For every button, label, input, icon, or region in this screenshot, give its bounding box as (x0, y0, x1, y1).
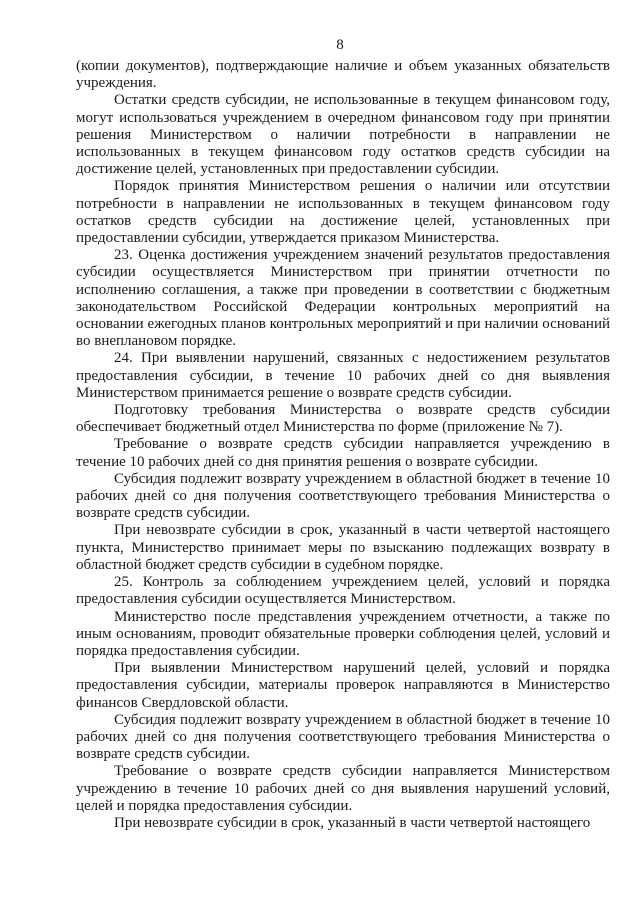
paragraph-non-refund-measures: При невозврате субсидии в срок, указанный в части четвертой настоящего пункта, Министерство принимает меры по взысканию подлежащих возврату в областной бюджет средств субсидии в судебном порядке. (76, 522, 610, 573)
paragraph-item-23: 23. Оценка достижения учреждением значений результатов предоставления субсидии осуществляется Министерством при принятии отчетности по исполнению соглашения, а также при проведении в соответствии с бюджетным законодательством Российской Федерации контрольных мероприятий на основании ежегодных планов контрольных мероприятий и при наличии оснований во внеплановом порядке. (76, 247, 610, 350)
paragraph-violations-materials: При выявлении Министерством нарушений целей, условий и порядка предоставления субсидии, материалы проверок направляются в Министерство финансов Свердловской области. (76, 660, 610, 711)
paragraph-demand-sending: Требование о возврате средств субсидии направляется учреждению в течение 10 рабочих дней со дня принятия решения о возврате субсидии. (76, 436, 610, 470)
page-number: 8 (336, 37, 344, 53)
paragraph-item-25: 25. Контроль за соблюдением учреждением целей, условий и порядка предоставления субсидии осуществляется Министерством. (76, 574, 610, 608)
paragraph-refund-obligation: Субсидия подлежит возврату учреждением в областной бюджет в течение 10 рабочих дней со дня получения соответствующего требования Министерства о возврате средств субсидии. (76, 470, 610, 522)
paragraph-item-24: 24. При выявлении нарушений, связанных с недостижением результатов предоставления субсидии, в течение 10 рабочих дней со дня выявления Министерством принимается решение о возврате средств субсидии. (76, 350, 610, 401)
paragraph-continuation: (копии документов), подтверждающие наличие и объем указанных обязательств учреждения. (76, 58, 610, 92)
paragraph-unused-balances: Остатки средств субсидии, не использованные в текущем финансовом году, могут использоваться учреждением в очередном финансовом году при принятии решения Министерством о наличии потребности в направлении не использованных в текущем финансовом году остатков средств субсидии на достижение целей, установленных при предоставлении субсидии. (76, 92, 610, 178)
paragraph-decision-procedure: Порядок принятия Министерством решения о наличии или отсутствии потребности в направлении не использованных в текущем финансовом году остатков средств субсидии на достижение целей, установленных при предоставлении субсидии, утверждается приказом Министерства. (76, 178, 610, 247)
paragraph-refund-obligation-2: Субсидия подлежит возврату учреждением в областной бюджет в течение 10 рабочих дней со дня получения соответствующего требования Министерства о возврате средств субсидии. (76, 711, 610, 763)
paragraph-demand-preparation: Подготовку требования Министерства о возврате средств субсидии обеспечивает бюджетный отдел Министерства по форме (приложение № 7). (76, 402, 610, 436)
paragraph-demand-sending-2: Требование о возврате средств субсидии направляется Министерством учреждению в течение 10 рабочих дней со дня выявления нарушений условий, целей и порядка предоставления субсидии. (76, 763, 610, 814)
paragraph-non-refund-truncated: При невозврате субсидии в срок, указанный в части четвертой настоящего (114, 814, 591, 831)
paragraph-mandatory-checks: Министерство после представления учреждением отчетности, а также по иным основаниям, проводит обязательные проверки соблюдения целей, условий и порядка предоставления субсидии. (76, 608, 610, 659)
